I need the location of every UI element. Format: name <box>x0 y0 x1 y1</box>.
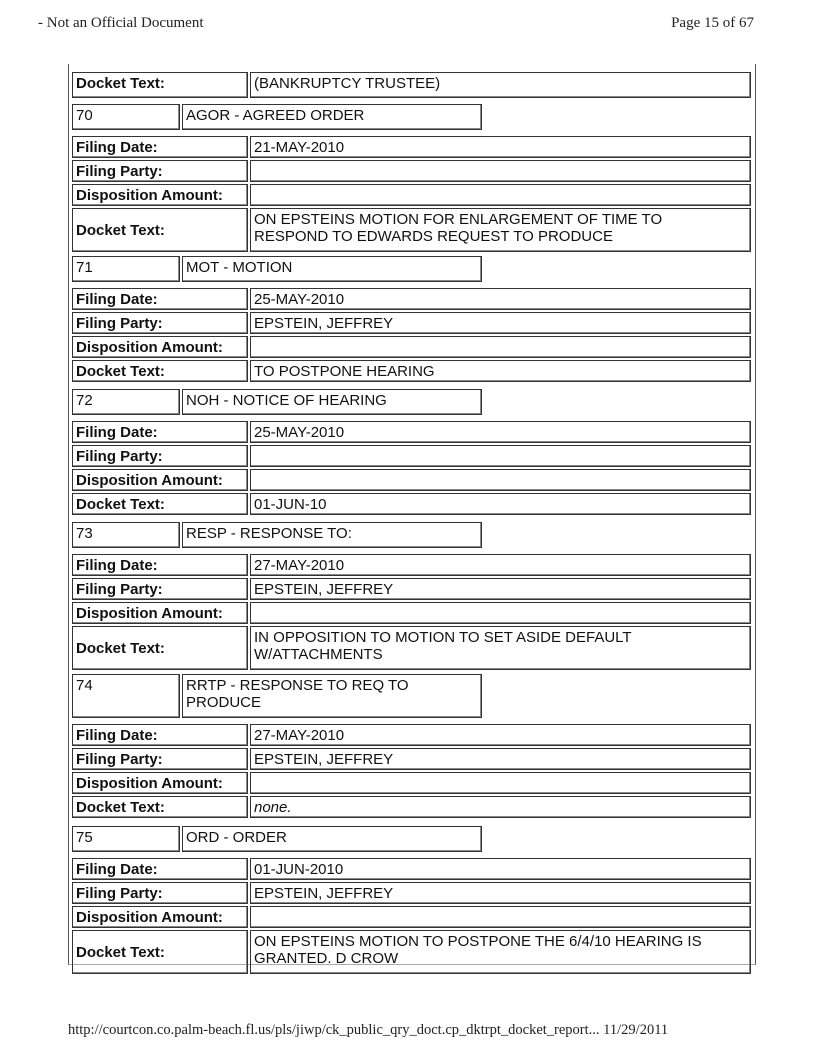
filing-party-value <box>250 445 751 467</box>
docket-text-label: Docket Text: <box>72 72 248 98</box>
filing-date-label: Filing Date: <box>72 136 248 158</box>
filing-date-label: Filing Date: <box>72 288 248 310</box>
filing-date-label: Filing Date: <box>72 554 248 576</box>
disposition-amount-label: Disposition Amount: <box>72 184 248 206</box>
disposition-amount-value <box>250 469 751 491</box>
filing-date-value: 27-MAY-2010 <box>250 554 751 576</box>
docket-text-line-1: ON EPSTEINS MOTION FOR ENLARGEMENT OF TIME TO <box>254 211 663 228</box>
entry-number: 72 <box>72 389 180 415</box>
docket-text-line-2: GRANTED. D CROW <box>254 950 399 967</box>
disposition-amount-label: Disposition Amount: <box>72 772 248 794</box>
source-url[interactable]: http://courtcon.co.palm-beach.fl.us/pls/jiwp/ck_public_qry_doct.cp_dktrpt_docket_report... <box>68 1022 600 1038</box>
docket-text-label: Docket Text: <box>72 796 248 818</box>
filing-date-value: 25-MAY-2010 <box>250 421 751 443</box>
filing-party-value: EPSTEIN, JEFFREY <box>250 312 751 334</box>
docket-text-label: Docket Text: <box>72 208 248 252</box>
disposition-amount-value <box>250 602 751 624</box>
entry-number: 73 <box>72 522 180 548</box>
entry-number: 74 <box>72 674 180 718</box>
docket-entry-72 <box>72 389 751 521</box>
disposition-amount-value <box>250 772 751 794</box>
filing-party-label: Filing Party: <box>72 312 248 334</box>
footer <box>68 1022 668 1039</box>
filing-party-value: EPSTEIN, JEFFREY <box>250 748 751 770</box>
docket-entry-70 <box>72 104 751 256</box>
filing-date-value: 21-MAY-2010 <box>250 136 751 158</box>
entry-number: 71 <box>72 256 180 282</box>
disposition-amount-label: Disposition Amount: <box>72 906 248 928</box>
entry-type-line-1: RRTP - RESPONSE TO REQ TO <box>186 677 409 694</box>
filing-date-value: 27-MAY-2010 <box>250 724 751 746</box>
page-number: Page 15 of 67 <box>671 15 754 31</box>
docket-text-line-1: ON EPSTEINS MOTION TO POSTPONE THE 6/4/10 HEARING IS <box>254 933 702 950</box>
entry-number: 70 <box>72 104 180 130</box>
filing-party-label: Filing Party: <box>72 882 248 904</box>
docket-text-value <box>250 208 751 252</box>
docket-entry-71 <box>72 256 751 388</box>
docket-entry-74 <box>72 674 751 830</box>
header-disclaimer: - Not an Official Document <box>38 15 204 31</box>
docket-text-value: 01-JUN-10 <box>250 493 751 515</box>
filing-date-value: 25-MAY-2010 <box>250 288 751 310</box>
entry-type-line-2: PRODUCE <box>186 694 262 711</box>
docket-text-label: Docket Text: <box>72 930 248 974</box>
disposition-amount-value <box>250 906 751 928</box>
entry-type: RESP - RESPONSE TO: <box>182 522 482 548</box>
filing-party-value: EPSTEIN, JEFFREY <box>250 882 751 904</box>
docket-text-label: Docket Text: <box>72 360 248 382</box>
docket-text-row-top <box>72 72 751 98</box>
filing-party-label: Filing Party: <box>72 578 248 600</box>
filing-party-label: Filing Party: <box>72 748 248 770</box>
entry-type: AGOR - AGREED ORDER <box>182 104 482 130</box>
entry-type: MOT - MOTION <box>182 256 482 282</box>
filing-party-label: Filing Party: <box>72 160 248 182</box>
docket-text-value: none. <box>250 796 751 818</box>
docket-text-line-2: RESPOND TO EDWARDS REQUEST TO PRODUCE <box>254 228 613 245</box>
entry-number: 75 <box>72 826 180 852</box>
docket-text-line-1: IN OPPOSITION TO MOTION TO SET ASIDE DEFAULT <box>254 629 632 646</box>
filing-party-value: EPSTEIN, JEFFREY <box>250 578 751 600</box>
docket-text-value: TO POSTPONE HEARING <box>250 360 751 382</box>
entry-type: NOH - NOTICE OF HEARING <box>182 389 482 415</box>
filing-date-label: Filing Date: <box>72 858 248 880</box>
docket-text-value <box>250 930 751 974</box>
docket-text-label: Docket Text: <box>72 493 248 515</box>
docket-text-label: Docket Text: <box>72 626 248 670</box>
filing-date-value: 01-JUN-2010 <box>250 858 751 880</box>
docket-text-line-2: W/ATTACHMENTS <box>254 646 383 663</box>
docket-text-value <box>250 626 751 670</box>
disposition-amount-label: Disposition Amount: <box>72 602 248 624</box>
entry-type: ORD - ORDER <box>182 826 482 852</box>
disposition-amount-value <box>250 184 751 206</box>
filing-date-label: Filing Date: <box>72 724 248 746</box>
docket-entry-75 <box>72 826 751 978</box>
entry-type <box>182 674 482 718</box>
docket-entry-73 <box>72 522 751 674</box>
print-date: 11/29/2011 <box>603 1022 669 1038</box>
disposition-amount-value <box>250 336 751 358</box>
filing-party-value <box>250 160 751 182</box>
filing-party-label: Filing Party: <box>72 445 248 467</box>
docket-text-value: (BANKRUPTCY TRUSTEE) <box>250 72 751 98</box>
disposition-amount-label: Disposition Amount: <box>72 336 248 358</box>
filing-date-label: Filing Date: <box>72 421 248 443</box>
disposition-amount-label: Disposition Amount: <box>72 469 248 491</box>
